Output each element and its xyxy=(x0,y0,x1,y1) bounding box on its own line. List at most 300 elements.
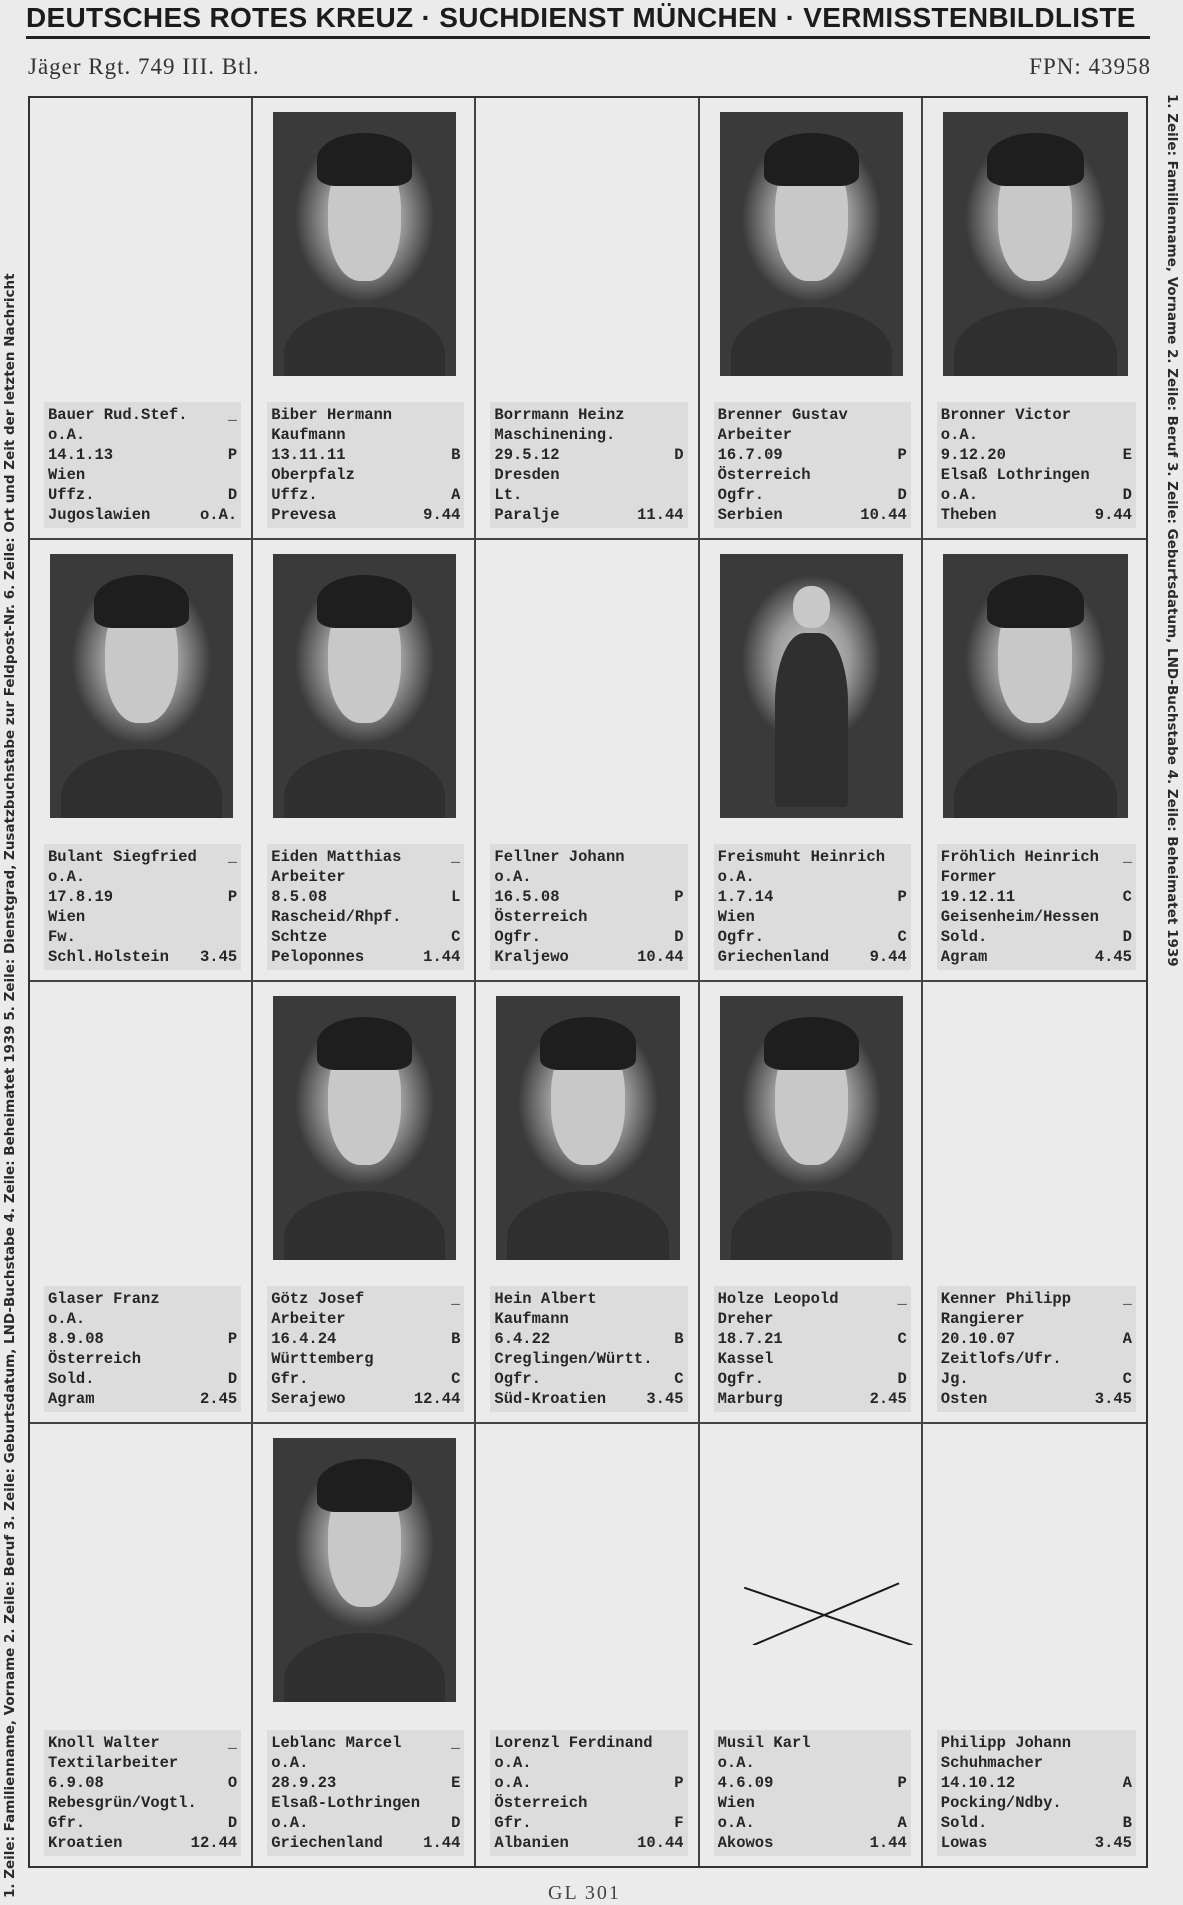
info-line xyxy=(718,505,907,525)
person-info xyxy=(44,1286,241,1412)
person-photo xyxy=(496,996,679,1260)
info-line xyxy=(941,907,1132,927)
info-line xyxy=(494,1793,683,1813)
info-text: o.A. xyxy=(940,486,979,504)
info-line xyxy=(941,405,1132,425)
info-line xyxy=(494,445,683,465)
person-card xyxy=(253,982,476,1424)
info-text: Fröhlich Heinrich xyxy=(940,848,1099,866)
info-line xyxy=(941,1833,1132,1853)
person-card xyxy=(476,540,699,982)
info-line xyxy=(941,887,1132,907)
info-text: Österreich xyxy=(717,466,811,484)
info-line xyxy=(941,1349,1132,1369)
info-code: P xyxy=(897,446,907,464)
info-line xyxy=(494,425,683,445)
info-text: Peloponnes xyxy=(271,948,365,966)
info-line xyxy=(718,465,907,485)
info-code: A xyxy=(451,486,461,504)
info-line xyxy=(48,405,237,425)
person-photo xyxy=(720,996,903,1260)
info-line xyxy=(48,847,237,867)
info-text: Ogfr. xyxy=(717,1370,765,1388)
info-code: C xyxy=(897,1330,907,1348)
info-line xyxy=(271,1289,460,1309)
info-code: P xyxy=(897,1774,907,1792)
info-code: _ xyxy=(1122,1290,1132,1308)
info-code: C xyxy=(897,928,907,946)
info-line xyxy=(718,445,907,465)
info-text: Holze Leopold xyxy=(717,1290,839,1308)
info-text: Dreher xyxy=(717,1310,774,1328)
info-line xyxy=(48,505,237,525)
info-text: Serajewo xyxy=(271,1390,346,1408)
person-card xyxy=(923,1424,1146,1866)
info-text: o.A. xyxy=(717,1814,755,1832)
info-line xyxy=(48,1793,237,1813)
info-text: Württemberg xyxy=(271,1350,374,1368)
info-text: Elsaß-Lothringen xyxy=(271,1794,421,1812)
info-code: O xyxy=(227,1774,238,1792)
info-text: Österreich xyxy=(494,908,588,926)
info-code: C xyxy=(674,1370,684,1388)
info-line xyxy=(494,485,683,505)
info-line xyxy=(48,1773,237,1793)
info-text: o.A. xyxy=(717,1754,755,1772)
info-code: o.A. xyxy=(199,506,238,524)
info-text: 16.5.08 xyxy=(494,888,560,906)
info-line xyxy=(718,1753,907,1773)
person-info xyxy=(937,1730,1136,1856)
person-info xyxy=(490,1730,687,1856)
info-line xyxy=(941,1329,1132,1349)
info-code: E xyxy=(451,1774,461,1792)
info-code: 9.44 xyxy=(423,506,461,524)
info-text: 14.1.13 xyxy=(48,446,114,464)
info-text: Agram xyxy=(48,1390,95,1408)
info-text: Oberpfalz xyxy=(271,466,355,484)
info-text: Biber Hermann xyxy=(271,406,393,424)
info-line xyxy=(271,1753,460,1773)
info-code: D xyxy=(1122,928,1132,946)
info-line xyxy=(718,485,907,505)
person-photo xyxy=(720,112,903,376)
info-code: C xyxy=(451,928,461,946)
info-line xyxy=(494,1833,683,1853)
info-text: Kaufmann xyxy=(494,1310,569,1328)
info-code: D xyxy=(897,486,907,504)
info-code: P xyxy=(674,1774,684,1792)
person-info xyxy=(714,844,911,970)
info-text: o.A. xyxy=(940,426,979,444)
info-text: Kassel xyxy=(717,1350,774,1368)
info-text: 29.5.12 xyxy=(494,446,560,464)
info-text: Lorenzl Ferdinand xyxy=(494,1734,653,1752)
info-code: D xyxy=(227,1814,238,1832)
info-line xyxy=(494,847,683,867)
info-line xyxy=(494,867,683,887)
info-line xyxy=(48,485,237,505)
person-photo xyxy=(273,554,456,818)
info-line xyxy=(941,867,1132,887)
info-line xyxy=(48,1813,237,1833)
info-line xyxy=(941,425,1132,445)
info-text: Musil Karl xyxy=(717,1734,811,1752)
info-text: Creglingen/Württ. xyxy=(494,1350,653,1368)
missing-persons-grid xyxy=(28,96,1148,1868)
info-line xyxy=(271,1369,460,1389)
info-code: _ xyxy=(897,1290,907,1308)
info-text: Wien xyxy=(717,1794,755,1812)
person-info xyxy=(714,1286,911,1412)
info-text: o.A. xyxy=(271,1754,309,1772)
info-text: Hein Albert xyxy=(494,1290,597,1308)
info-text: Kaufmann xyxy=(271,426,346,444)
info-line xyxy=(271,887,460,907)
info-code: 3.45 xyxy=(646,1390,684,1408)
info-line xyxy=(494,1349,683,1369)
info-text: Schtze xyxy=(271,928,327,946)
info-line xyxy=(494,465,683,485)
info-line xyxy=(941,1309,1132,1329)
info-line xyxy=(941,505,1132,525)
info-text: Freismuht Heinrich xyxy=(717,848,886,866)
info-text: Kenner Philipp xyxy=(940,1290,1072,1308)
person-card xyxy=(253,98,476,540)
person-info xyxy=(714,1730,911,1856)
info-line xyxy=(271,465,460,485)
info-text: Rangierer xyxy=(940,1310,1025,1328)
info-text: o.A. xyxy=(48,868,86,886)
person-card xyxy=(30,540,253,982)
info-code: P xyxy=(227,1330,238,1348)
info-text: Arbeiter xyxy=(271,868,346,886)
person-photo xyxy=(50,554,233,818)
info-text: 6.9.08 xyxy=(48,1774,104,1792)
info-text: Ogfr. xyxy=(494,1370,541,1388)
info-line xyxy=(494,927,683,947)
info-code: A xyxy=(1122,1330,1132,1348)
info-line xyxy=(48,1329,237,1349)
info-code: D xyxy=(674,446,684,464)
info-line xyxy=(941,1753,1132,1773)
person-info xyxy=(714,402,911,528)
info-line xyxy=(718,867,907,887)
info-code: D xyxy=(1122,486,1132,504)
info-code: 9.44 xyxy=(869,948,907,966)
info-line xyxy=(718,927,907,947)
info-line xyxy=(271,1349,460,1369)
info-code: B xyxy=(1122,1814,1132,1832)
info-line xyxy=(718,847,907,867)
info-text: Serbien xyxy=(717,506,783,524)
person-info xyxy=(490,402,687,528)
info-line xyxy=(494,1813,683,1833)
person-card xyxy=(476,98,699,540)
info-line xyxy=(271,445,460,465)
info-line xyxy=(48,1349,237,1369)
info-text: Arbeiter xyxy=(717,426,793,444)
info-text: 19.12.11 xyxy=(940,888,1016,906)
info-code: 2.45 xyxy=(199,1390,238,1408)
info-text: Glaser Franz xyxy=(48,1290,160,1308)
person-info xyxy=(937,1286,1136,1412)
info-text: Bauer Rud.Stef. xyxy=(48,406,188,424)
info-line xyxy=(941,947,1132,967)
info-line xyxy=(271,947,460,967)
info-line xyxy=(48,947,237,967)
info-code: 11.44 xyxy=(637,506,684,524)
info-text: Eiden Matthias xyxy=(271,848,402,866)
person-info xyxy=(44,844,241,970)
info-line xyxy=(271,1833,460,1853)
info-text: 13.11.11 xyxy=(271,446,346,464)
info-line xyxy=(271,425,460,445)
info-code: F xyxy=(674,1814,684,1832)
person-card xyxy=(476,1424,699,1866)
info-text: o.A. xyxy=(494,1754,532,1772)
info-line xyxy=(941,1813,1132,1833)
info-text: Dresden xyxy=(494,466,560,484)
person-card xyxy=(923,982,1146,1424)
info-line xyxy=(48,1309,237,1329)
info-text: o.A. xyxy=(717,868,755,886)
info-line xyxy=(941,1773,1132,1793)
info-text: Wien xyxy=(48,466,86,484)
page-footer: GL 301 xyxy=(548,1882,621,1904)
info-line xyxy=(48,1369,237,1389)
info-line xyxy=(48,1833,237,1853)
info-line xyxy=(718,1369,907,1389)
info-text: Paralje xyxy=(494,506,560,524)
info-code: D xyxy=(227,486,238,504)
info-text: Sold. xyxy=(940,1814,988,1832)
info-text: Akowos xyxy=(717,1834,774,1852)
info-text: Sold. xyxy=(940,928,988,946)
info-text: Pocking/Ndby. xyxy=(940,1794,1062,1812)
info-text: 20.10.07 xyxy=(940,1330,1016,1348)
info-line xyxy=(48,1389,237,1409)
info-text: Agram xyxy=(940,948,988,966)
info-line xyxy=(941,1389,1132,1409)
info-code: _ xyxy=(1122,848,1132,866)
info-text: Brenner Gustav xyxy=(717,406,848,424)
info-text: Philipp Johann xyxy=(940,1734,1072,1752)
info-line xyxy=(718,947,907,967)
info-text: o.A. xyxy=(271,1814,309,1832)
info-code: B xyxy=(674,1330,684,1348)
info-text: Uffz. xyxy=(271,486,318,504)
info-code: 3.45 xyxy=(1094,1834,1132,1852)
info-code: D xyxy=(674,928,684,946)
info-text: Schl.Holstein xyxy=(48,948,169,966)
info-text: Gfr. xyxy=(494,1814,532,1832)
info-line xyxy=(718,1773,907,1793)
info-text: Sold. xyxy=(48,1370,95,1388)
info-code: A xyxy=(897,1814,907,1832)
info-code: A xyxy=(1122,1774,1132,1792)
info-text: Süd-Kroatien xyxy=(494,1390,607,1408)
info-line xyxy=(48,1753,237,1773)
info-line xyxy=(941,847,1132,867)
person-card xyxy=(700,540,923,982)
info-line xyxy=(718,1309,907,1329)
info-line xyxy=(494,1753,683,1773)
info-text: Ogfr. xyxy=(717,928,765,946)
info-code: _ xyxy=(451,1734,461,1752)
person-info xyxy=(267,1730,464,1856)
info-line xyxy=(718,907,907,927)
info-code: 12.44 xyxy=(190,1834,238,1852)
info-line xyxy=(718,1813,907,1833)
person-card xyxy=(923,98,1146,540)
info-text: Österreich xyxy=(48,1350,142,1368)
info-code: D xyxy=(897,1370,907,1388)
info-text: Bronner Victor xyxy=(940,406,1072,424)
info-text: Osten xyxy=(940,1390,988,1408)
info-code: 10.44 xyxy=(637,948,684,966)
info-text: 14.10.12 xyxy=(940,1774,1016,1792)
info-code: 1.44 xyxy=(869,1834,907,1852)
info-line xyxy=(941,485,1132,505)
info-text: Gfr. xyxy=(271,1370,309,1388)
info-line xyxy=(494,887,683,907)
info-line xyxy=(271,485,460,505)
info-line xyxy=(48,445,237,465)
info-line xyxy=(941,445,1132,465)
person-card xyxy=(30,98,253,540)
person-photo xyxy=(273,112,456,376)
info-code: 4.45 xyxy=(1094,948,1132,966)
person-photo xyxy=(720,554,903,818)
person-card xyxy=(30,1424,253,1866)
person-info xyxy=(267,844,464,970)
info-code: 3.45 xyxy=(199,948,238,966)
info-line xyxy=(941,465,1132,485)
info-line xyxy=(941,1289,1132,1309)
info-code: 10.44 xyxy=(860,506,907,524)
info-text: Österreich xyxy=(494,1794,588,1812)
info-line xyxy=(271,1329,460,1349)
info-code: 12.44 xyxy=(413,1390,461,1408)
info-text: Götz Josef xyxy=(271,1290,365,1308)
info-text: Wien xyxy=(717,908,755,926)
info-code: _ xyxy=(227,406,238,424)
person-info xyxy=(490,1286,687,1412)
unit-label: Jäger Rgt. 749 III. Btl. xyxy=(28,54,260,79)
info-text: 8.9.08 xyxy=(48,1330,104,1348)
info-text: Ogfr. xyxy=(717,486,765,504)
info-line xyxy=(271,1309,460,1329)
info-text: Zeitlofs/Ufr. xyxy=(940,1350,1062,1368)
info-code: L xyxy=(451,888,461,906)
info-text: Wien xyxy=(48,908,86,926)
info-line xyxy=(494,1733,683,1753)
info-text: Gfr. xyxy=(48,1814,86,1832)
info-line xyxy=(271,1389,460,1409)
info-text: 1.7.14 xyxy=(717,888,774,906)
info-code: 1.44 xyxy=(423,1834,461,1852)
info-text: Schuhmacher xyxy=(940,1754,1044,1772)
info-line xyxy=(494,1369,683,1389)
info-code: P xyxy=(227,446,238,464)
info-text: Knoll Walter xyxy=(48,1734,160,1752)
info-code: C xyxy=(1122,1370,1132,1388)
info-text: Lowas xyxy=(940,1834,988,1852)
info-text: 8.5.08 xyxy=(271,888,327,906)
info-line xyxy=(271,927,460,947)
info-text: Jg. xyxy=(940,1370,969,1388)
info-line xyxy=(271,907,460,927)
info-line xyxy=(271,867,460,887)
info-text: Griechenland xyxy=(717,948,830,966)
info-text: 16.7.09 xyxy=(717,446,783,464)
info-text: Textilarbeiter xyxy=(48,1754,179,1772)
info-text: o.A. xyxy=(494,868,532,886)
info-line xyxy=(718,1289,907,1309)
person-info xyxy=(267,402,464,528)
info-code: 3.45 xyxy=(1094,1390,1132,1408)
info-text: 17.8.19 xyxy=(48,888,114,906)
person-card xyxy=(30,982,253,1424)
info-code: _ xyxy=(451,848,461,866)
info-line xyxy=(718,1733,907,1753)
info-text: o.A. xyxy=(48,426,86,444)
info-line xyxy=(271,847,460,867)
info-code: D xyxy=(451,1814,461,1832)
info-line xyxy=(48,1733,237,1753)
info-text: 16.4.24 xyxy=(271,1330,337,1348)
person-card xyxy=(253,540,476,982)
person-photo xyxy=(943,554,1128,818)
info-text: 28.9.23 xyxy=(271,1774,337,1792)
info-text: Griechenland xyxy=(271,1834,383,1852)
info-line xyxy=(494,1289,683,1309)
info-code: D xyxy=(227,1370,238,1388)
info-line xyxy=(718,1389,907,1409)
info-text: Theben xyxy=(940,506,997,524)
info-line xyxy=(271,1773,460,1793)
info-text: Prevesa xyxy=(271,506,337,524)
info-text: Borrmann Heinz xyxy=(494,406,625,424)
info-line xyxy=(494,1773,683,1793)
info-line xyxy=(718,1793,907,1813)
person-info xyxy=(44,1730,241,1856)
fpn-label: FPN: 43958 xyxy=(1029,54,1151,79)
person-card xyxy=(700,982,923,1424)
info-text: Jugoslawien xyxy=(48,506,151,524)
info-line xyxy=(494,505,683,525)
info-text: Bulant Siegfried xyxy=(48,848,197,866)
info-line xyxy=(48,927,237,947)
info-code: E xyxy=(1122,446,1132,464)
info-code: B xyxy=(451,446,461,464)
person-info xyxy=(44,402,241,528)
info-code: B xyxy=(451,1330,461,1348)
info-text: o.A. xyxy=(48,1310,86,1328)
info-text: Kroatien xyxy=(48,1834,123,1852)
info-line xyxy=(941,1369,1132,1389)
person-card xyxy=(700,1424,923,1866)
info-line xyxy=(494,907,683,927)
info-line xyxy=(48,425,237,445)
info-text: o.A. xyxy=(494,1774,532,1792)
info-text: Ogfr. xyxy=(494,928,541,946)
person-info xyxy=(267,1286,464,1412)
info-line xyxy=(271,405,460,425)
info-code: 1.44 xyxy=(423,948,461,966)
info-line xyxy=(718,887,907,907)
